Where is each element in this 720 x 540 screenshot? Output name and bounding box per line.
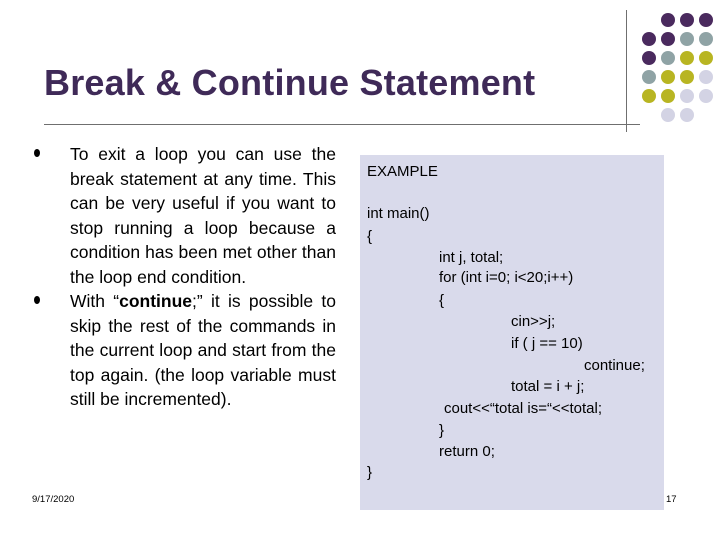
decorative-dot xyxy=(680,32,694,46)
bullet-keyword: continue xyxy=(119,291,193,311)
bullet-item-break xyxy=(34,142,336,289)
decorative-dot xyxy=(699,70,713,84)
code-line: return 0; xyxy=(439,443,495,460)
footer-page-number: 17 xyxy=(666,494,677,505)
code-line: int main() xyxy=(367,205,430,222)
decorative-dot xyxy=(699,51,713,65)
decorative-dot xyxy=(642,32,656,46)
decorative-dot xyxy=(699,13,713,27)
decorative-dot xyxy=(699,89,713,103)
decorative-dot-grid xyxy=(640,10,720,142)
decorative-dot xyxy=(680,70,694,84)
code-line: int j, total; xyxy=(439,249,504,266)
code-label: EXAMPLE xyxy=(367,163,438,180)
code-line: for (int i=0; i<20;i++) xyxy=(439,269,574,286)
code-line: continue; xyxy=(584,357,645,374)
decorative-dot xyxy=(661,70,675,84)
footer-date: 9/17/2020 xyxy=(32,494,75,505)
code-example-panel xyxy=(360,155,664,510)
code-line: if ( j == 10) xyxy=(511,335,583,352)
title-rule xyxy=(44,124,640,125)
code-line: total = i + j; xyxy=(511,378,585,395)
decorative-dot xyxy=(661,108,675,122)
slide-title: Break & Continue Statement xyxy=(44,62,536,103)
code-line: } xyxy=(367,464,373,481)
decorative-dot xyxy=(680,51,694,65)
corner-rule xyxy=(626,10,627,132)
code-line: cin>>j; xyxy=(511,313,556,330)
decorative-dot xyxy=(661,32,675,46)
decorative-dot xyxy=(642,70,656,84)
decorative-dot xyxy=(642,89,656,103)
bullet-text-prefix: With “ xyxy=(70,291,120,311)
code-line: } xyxy=(439,422,445,439)
decorative-dot xyxy=(661,13,675,27)
bullet-marker-icon xyxy=(34,296,40,304)
bullet-list xyxy=(34,142,336,412)
decorative-dot xyxy=(680,108,694,122)
code-line: { xyxy=(439,292,445,309)
decorative-dot xyxy=(680,89,694,103)
decorative-dot xyxy=(661,51,675,65)
bullet-text-break: To exit a loop you can use the break statement at any time. This can be very useful if you want to stop running a loop because a condition has been met other than the loop end condition. xyxy=(70,144,336,287)
bullet-text-suffix: ;” it is possible to skip the rest of the commands in the current loop and start from the top again. (the loop variable must still be incremented). xyxy=(70,291,336,409)
bullet-text-continue xyxy=(70,289,336,412)
code-line: cout<<“total is=“<<total; xyxy=(444,400,603,417)
decorative-dot xyxy=(642,51,656,65)
code-line: { xyxy=(367,228,373,245)
decorative-dot xyxy=(699,32,713,46)
decorative-dot xyxy=(680,13,694,27)
bullet-item-continue xyxy=(34,289,336,412)
decorative-dot xyxy=(661,89,675,103)
bullet-marker-icon xyxy=(34,149,40,157)
